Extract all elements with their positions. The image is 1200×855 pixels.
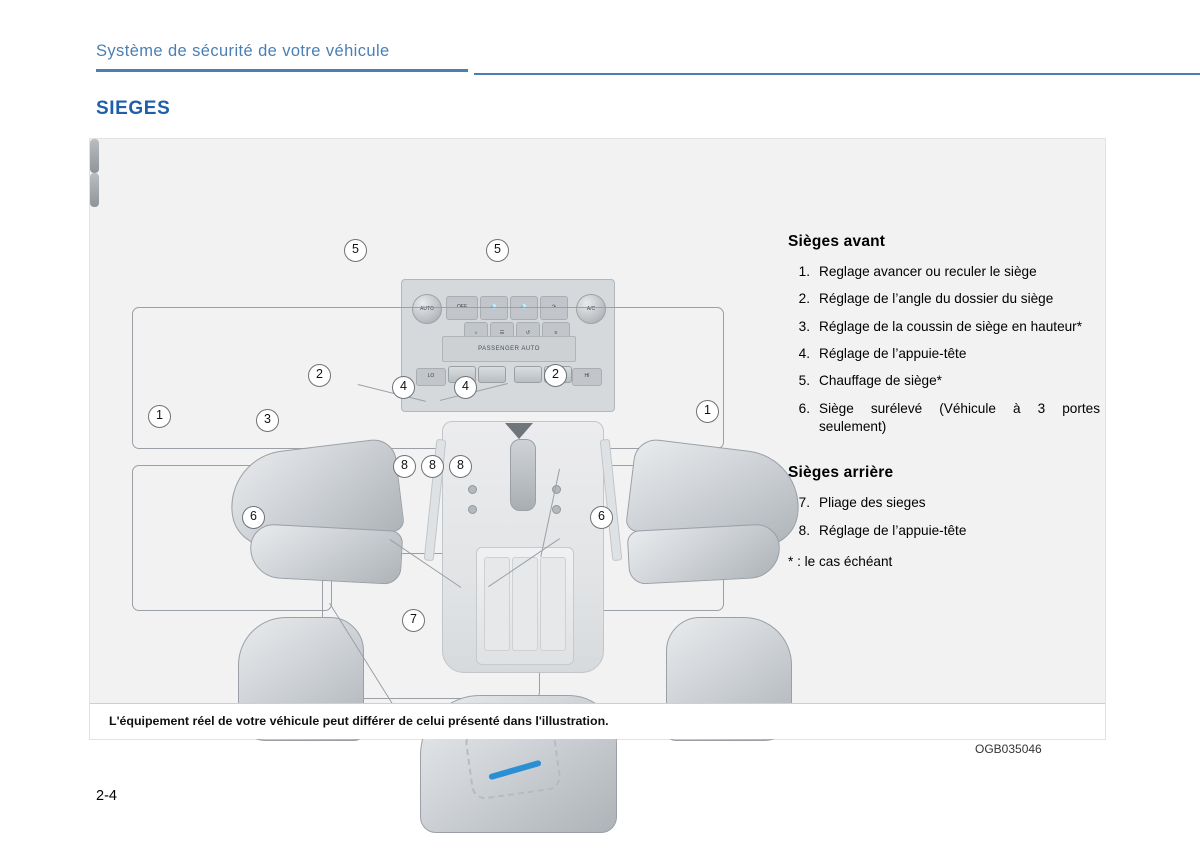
callout-7: 7 [402,609,425,632]
list-item [788,494,1100,512]
hvac-recirculate-button[interactable]: ↺ [516,322,540,341]
list-item-number: 5. [798,373,810,389]
list-item [788,345,1100,363]
direction-arrow-icon [505,423,533,439]
footnote: * : le cas échéant [788,554,893,570]
callout-2-right: 2 [544,364,567,387]
hvac-ac-label: A/C [586,306,596,312]
list-item [788,290,1100,308]
callout-3-left: 3 [256,409,279,432]
hvac-fan-button[interactable]: ≡ [542,322,570,341]
callout-4-right: 4 [454,376,477,399]
list-item-number: 7. [798,495,810,511]
page-header [96,42,1104,80]
callout-1-left: 1 [148,405,171,428]
rear-bench-left-segment [484,557,510,651]
list-item [788,400,1100,437]
hvac-temp-left[interactable]: LO [416,368,446,386]
list-item-number: 8. [798,522,810,538]
list-item-text: Chauffage de siège* [819,373,942,389]
list-item-text: Réglage de l’appuie-tête [819,522,967,538]
front-seats-bracket [132,307,724,449]
callout-2-left: 2 [308,364,331,387]
console-dot-a [468,485,477,494]
front-seats-list [788,263,1100,436]
list-item-number: 4. [798,346,810,362]
list-item-text: Siège surélevé (Véhicule à 3 portes seulement) [819,400,1100,435]
list-item [788,318,1100,336]
gear-shifter [510,439,536,511]
rear-seats-heading: Sièges arrière [788,464,894,482]
list-item-number: 2. [798,291,810,307]
list-item-number: 6. [798,400,810,416]
list-item [788,263,1100,281]
list-item-number: 3. [798,318,810,334]
list-item-number: 1. [798,264,810,279]
rear-bench-right-segment [540,557,566,651]
list-item-text: Réglage de la coussin de siège en hauteur* [819,318,1083,334]
figure-code: OGB035046 [975,742,1042,756]
hvac-windshield-button[interactable]: ☼ [464,322,488,341]
front-seats-heading: Sièges avant [788,233,886,250]
callout-6-left: 6 [242,506,265,529]
list-item-text: Réglage de l’appuie-tête [819,346,967,362]
hvac-front-defrost-button[interactable]: 💨 [480,296,508,320]
hvac-display: PASSENGER AUTO [442,336,576,362]
hvac-auto-label: AUTO [420,306,434,312]
header-rule-short [96,69,468,72]
front-left-seat-cushion [249,523,404,585]
illustration-note-text: L'équipement réel de votre véhicule peut différer de celui présenté dans l'illustration. [109,714,609,728]
header-rule-long [474,73,1200,75]
section-title: SIEGES [96,98,171,119]
callout-4-left: 4 [392,376,415,399]
list-item-text: Reglage avancer ou reculer le siège [819,264,1037,279]
callout-5-left: 5 [344,239,367,262]
hvac-rear-defrost-button[interactable]: 💨 [510,296,538,320]
front-right-seat-cushion [627,523,782,585]
callout-8-c: 8 [449,455,472,478]
hvac-defog-button[interactable]: ☴ [490,322,514,341]
list-item [788,522,1100,540]
list-item-text: Réglage de l’angle du dossier du siège [819,291,1054,307]
right-booster-post [90,173,99,207]
list-item [788,372,1100,390]
callout-6-right: 6 [590,506,613,529]
rear-seats-list [788,494,1100,540]
hvac-off-label: OFF [457,304,467,310]
callout-8-b: 8 [421,455,444,478]
callout-8-a: 8 [393,455,416,478]
page-number: 2-4 [96,788,117,804]
list-item-text: Pliage des sieges [819,495,926,511]
page-title: Système de sécurité de votre véhicule [96,42,390,60]
illustration-note [90,703,1105,739]
hvac-mode-button[interactable]: ↷ [540,296,568,320]
callout-5-right: 5 [486,239,509,262]
console-dot-d [552,505,561,514]
rear-bench-center-segment [512,557,538,651]
hvac-temp-right[interactable]: HI [572,368,602,386]
legend-text-column [788,233,1100,569]
console-dot-b [468,505,477,514]
left-booster-post [90,139,99,173]
callout-1-right: 1 [696,400,719,423]
